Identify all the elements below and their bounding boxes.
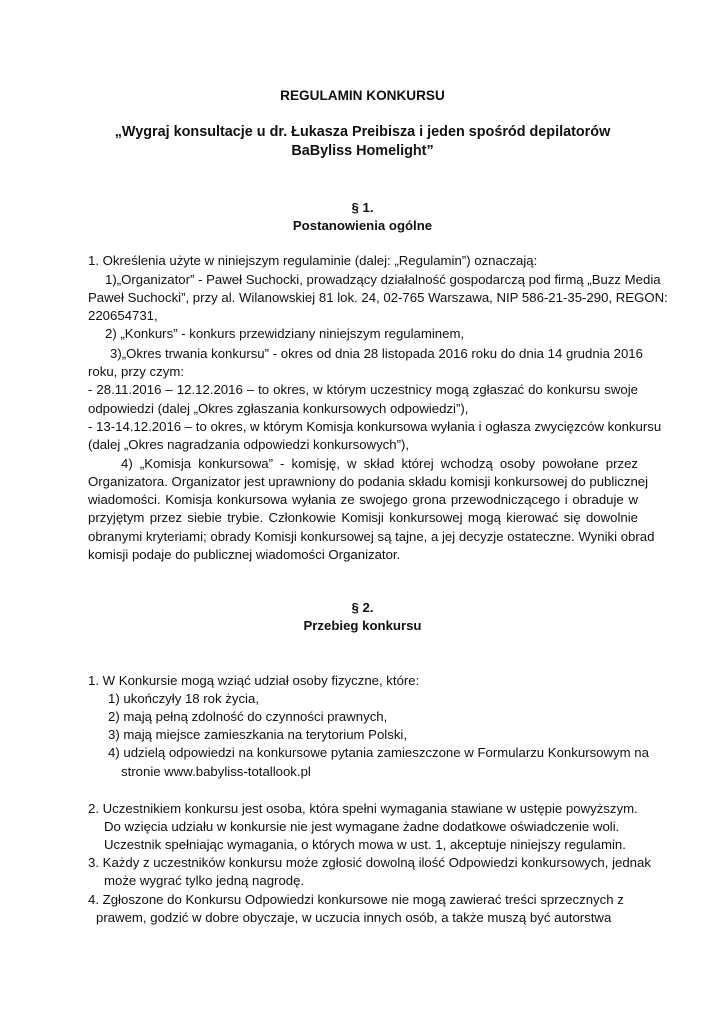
paragraph-line: 3. Każdy z uczestników konkursu może zgłosić dowolną ilość Odpowiedzi konkursowych, jednak [88,855,651,870]
list-item: 3) mają miejsce zamieszkania na terytorium Polski, [108,727,408,742]
paragraph-line: 4. Zgłoszone do Konkursu Odpowiedzi konkursowe nie mogą zawierać treści sprzecznych z [88,892,624,907]
paragraph-line: 3)„Okres trwania konkursu” - okres od dnia 28 listopada 2016 roku do dnia 14 grudnia 2016 [110,346,643,361]
paragraph-line: Organizatora. Organizator jest uprawniony do podania składu komisji konkursowej do publicznej [88,474,649,489]
paragraph-line: przyjętym przez siebie trybie. Członkowie Komisji konkursowej mogą kierować się dowolnie [88,510,638,525]
paragraph-line: 220654731, [88,308,158,323]
section-1-number: § 1. [351,200,374,215]
paragraph-line: komisji podaje do publicznej wiadomości Organizator. [88,547,401,562]
paragraph-line: 1. Określenia użyte w niniejszym regulaminie (dalej: „Regulamin”) oznaczają: [88,253,538,268]
paragraph-line: odpowiedzi (dalej „Okres zgłaszania konkursowych odpowiedzi”), [88,401,469,416]
paragraph-line: roku, przy czym: [88,364,184,379]
document-title: REGULAMIN KONKURSU [280,88,445,103]
paragraph-line: 1)„Organizator” - Paweł Suchocki, prowadzący działalność gospodarczą pod firmą „Buzz Media [105,272,661,287]
paragraph-line: (dalej „Okres nagradzania odpowiedzi konkursowych”), [88,437,410,452]
list-item: 2) mają pełną zdolność do czynności prawnych, [108,709,388,724]
paragraph-line: może wygrać tylko jedną nagrodę. [104,873,305,888]
list-item: stronie www.babyliss-totallook.pl [121,764,311,779]
section-1-heading: Postanowienia ogólne [292,218,433,233]
paragraph-line: 1. W Konkursie mogą wziąć udział osoby fizyczne, które: [88,673,420,688]
paragraph-line: Paweł Suchocki”, przy al. Wilanowskiej 81 lok. 24, 02-765 Warszawa, NIP 586-21-35-290, REGON: [88,290,668,305]
document-subtitle-line-2: BaByliss Homelight” [291,143,434,159]
paragraph-line: obranymi kryteriami; obrady Komisji konkursowej są tajne, a jej decyzje ostateczne. Wyniki obrad [88,529,655,544]
paragraph-line: wiadomości. Komisja konkursowa wyłania ze swojego grona przewodniczącego i obraduje w [88,492,638,507]
list-item: 4) udzielą odpowiedzi na konkursowe pytania zamieszczone w Formularzu Konkursowym na [108,745,649,760]
paragraph-line: Do wzięcia udziału w konkursie nie jest wymagane żadne dodatkowe oświadczenie woli. [104,819,620,834]
section-2-number: § 2. [351,600,374,615]
list-item: 1) ukończyły 18 rok życia, [108,691,259,706]
paragraph-line: 2. Uczestnikiem konkursu jest osoba, która spełni wymagania stawiane w ustępie powyższym. [88,801,638,816]
document-subtitle-line-1: „Wygraj konsultacje u dr. Łukasza Preibisza i jeden spośród depilatorów [114,124,611,140]
paragraph-line: 4) „Komisja konkursowa” - komisję, w skład której wchodzą osoby powołane przez [121,456,638,471]
paragraph-line: - 13-14.12.2016 – to okres, w którym Komisja konkursowa wyłania i ogłasza zwycięzców konkursu [88,419,662,434]
section-2-heading: Przebieg konkursu [303,618,422,633]
paragraph-line: 2) „Konkurs” - konkurs przewidziany niniejszym regulaminem, [105,326,465,341]
paragraph-line: Uczestnik spełniając wymagania, o których mowa w ust. 1, akceptuje niniejszy regulamin. [104,837,626,852]
paragraph-line: - 28.11.2016 – 12.12.2016 – to okres, w którym uczestnicy mogą zgłaszać do konkursu swoje [88,382,638,397]
paragraph-line: prawem, godzić w dobre obyczaje, w uczucia innych osób, a także muszą być autorstwa [96,910,612,925]
